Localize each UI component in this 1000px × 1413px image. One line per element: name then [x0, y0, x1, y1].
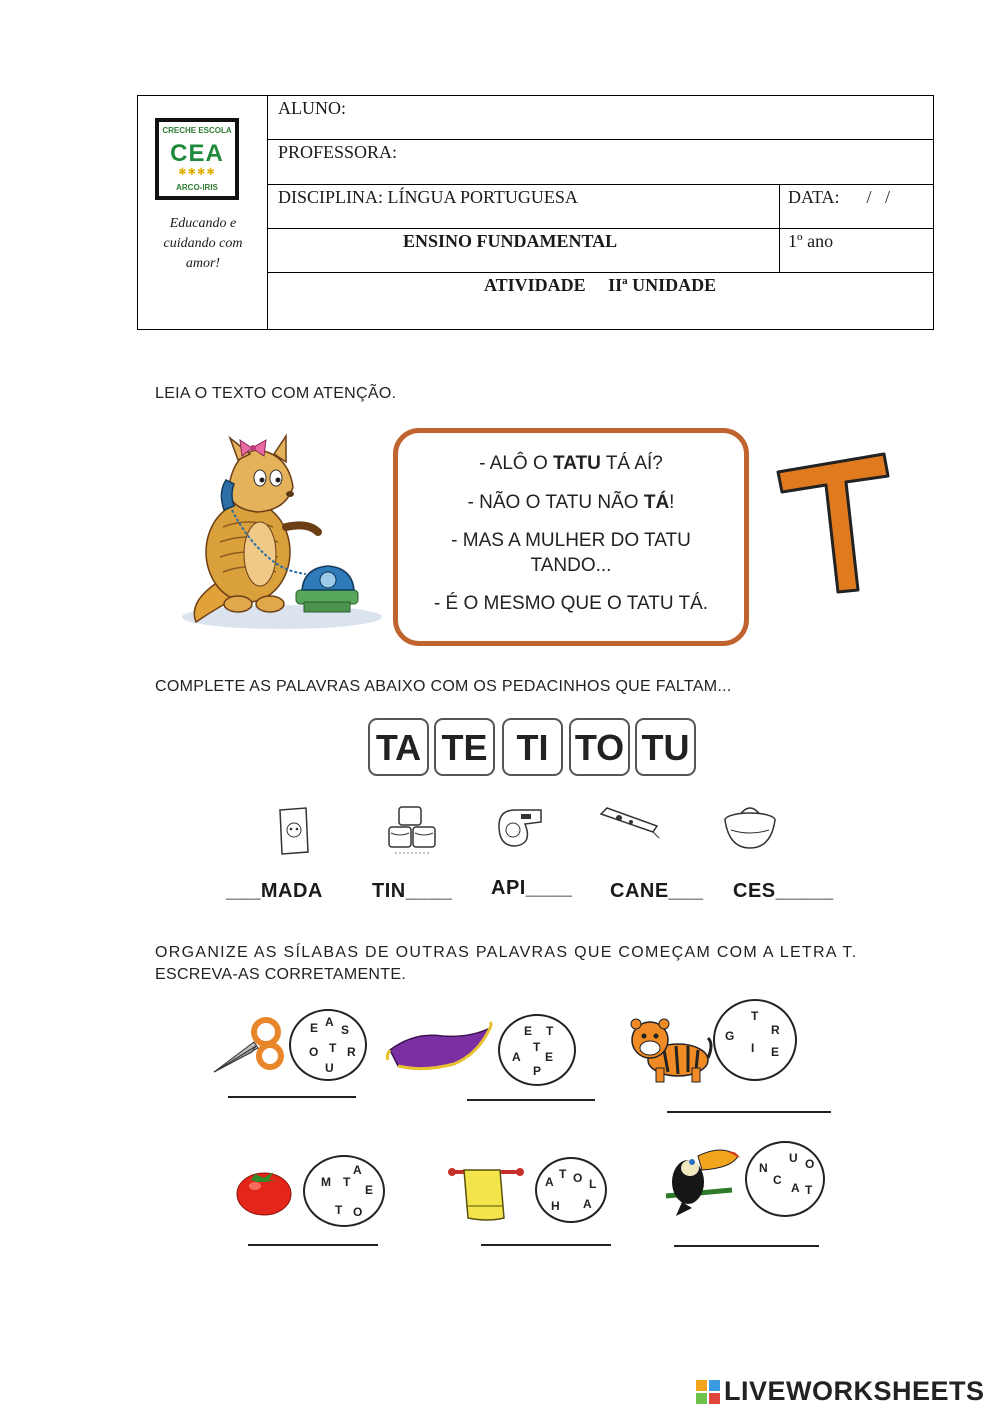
- answer-line[interactable]: [674, 1245, 819, 1247]
- basket-icon: [721, 800, 779, 854]
- speech-text: - É O MESMO QUE O TATU TÁ.: [433, 593, 709, 614]
- scrambled-letter: T: [343, 1175, 351, 1189]
- cell-divider: [779, 185, 780, 228]
- aluno-label: ALUNO:: [278, 98, 346, 118]
- scrambled-letter: A: [791, 1181, 800, 1195]
- logo-main-text: CEA: [170, 140, 224, 167]
- scrambled-letter: I: [751, 1041, 755, 1055]
- letter-circle: [535, 1157, 607, 1223]
- letter-circle: [303, 1155, 385, 1227]
- organize-instruction-line2: ESCREVA-AS CORRETAMENTE.: [155, 966, 407, 983]
- logo-cell: [138, 96, 268, 329]
- speech-text: TÁ AÍ?: [600, 453, 663, 474]
- letter-circle: [745, 1141, 825, 1217]
- scrambled-letter: N: [759, 1161, 768, 1175]
- letter-circle: [713, 999, 797, 1081]
- scrambled-letter: H: [551, 1199, 560, 1213]
- speech-line: [398, 555, 744, 577]
- aluno-row[interactable]: [268, 96, 933, 140]
- letter-circle: [498, 1014, 576, 1086]
- blank-word[interactable]: ___MADA: [226, 880, 323, 902]
- big-letter-t: [774, 450, 894, 598]
- scrambled-letter: G: [725, 1029, 735, 1043]
- reading-instruction: LEIA O TEXTO COM ATENÇÃO.: [155, 385, 397, 402]
- scrambled-letter: T: [546, 1024, 554, 1038]
- scrambled-letter: P: [533, 1064, 542, 1078]
- blank-word[interactable]: CANE___: [610, 880, 704, 902]
- scrambled-letter: E: [310, 1021, 319, 1035]
- scrambled-letter: T: [559, 1167, 567, 1181]
- scrambled-letter: A: [545, 1175, 554, 1189]
- towel-icon: [448, 1160, 524, 1226]
- speech-box: [393, 428, 749, 646]
- liveworksheets-brand[interactable]: LIVEWORKSHEETS: [724, 1376, 985, 1406]
- speech-text: - ALÔ O: [479, 453, 554, 474]
- school-motto: Educando e cuidando com amor!: [163, 216, 243, 271]
- disciplina-label: DISCIPLINA: LÍNGUA PORTUGUESA: [278, 187, 578, 207]
- logo-top-text: CRECHE ESCOLA: [162, 126, 232, 135]
- liveworksheets-logo-icon: [696, 1380, 720, 1404]
- armadillo-phone-illustration: [178, 432, 386, 632]
- scissors-icon: [212, 1014, 286, 1076]
- syllable-to: TO: [569, 718, 630, 776]
- complete-instruction: COMPLETE AS PALAVRAS ABAIXO COM OS PEDACINHOS QUE FALTAM...: [155, 678, 732, 695]
- paint-cans-icon: [385, 803, 439, 859]
- scrambled-letter: A: [512, 1050, 521, 1064]
- scrambled-letter: U: [325, 1061, 334, 1075]
- blank-word[interactable]: TIN____: [372, 880, 453, 902]
- scrambled-letter: O: [353, 1205, 363, 1219]
- speech-text: TANDO...: [530, 555, 612, 576]
- syllable-te: TE: [434, 718, 495, 776]
- scrambled-letter: E: [365, 1183, 374, 1197]
- scrambled-letter: T: [335, 1203, 343, 1217]
- scrambled-letter: L: [589, 1177, 597, 1191]
- ensino-label: ENSINO FUNDAMENTAL: [403, 231, 618, 251]
- atividade-row: [268, 273, 933, 329]
- speech-line: [398, 492, 744, 514]
- syllable-tu: TU: [635, 718, 696, 776]
- syllable-ta: TA: [368, 718, 429, 776]
- blank-word[interactable]: CES_____: [733, 880, 834, 902]
- data-label: DATA: / /: [788, 187, 891, 207]
- answer-line[interactable]: [467, 1099, 595, 1101]
- scrambled-letter: T: [533, 1040, 541, 1054]
- logo-bottom-text: ARCO-IRIS: [176, 183, 218, 192]
- answer-line[interactable]: [481, 1244, 611, 1246]
- ano-label: 1º ano: [788, 231, 834, 251]
- scrambled-letter: T: [329, 1041, 337, 1055]
- scrambled-letter: R: [347, 1045, 356, 1059]
- scrambled-letter: T: [805, 1183, 813, 1197]
- children-icon: ✱✱✱✱: [178, 167, 216, 178]
- cell-divider: [779, 229, 780, 272]
- magic-carpet-icon: [384, 1020, 494, 1078]
- letter-circle: [289, 1009, 367, 1081]
- outlet-icon: [276, 806, 312, 856]
- whistle-icon: [493, 804, 547, 852]
- ensino-row: [268, 229, 933, 273]
- speech-line: [398, 453, 744, 475]
- scrambled-letter: M: [321, 1175, 331, 1189]
- scrambled-letter: E: [545, 1050, 554, 1064]
- scrambled-letter: O: [309, 1045, 319, 1059]
- scrambled-letter: T: [751, 1009, 759, 1023]
- scrambled-letter: A: [325, 1015, 334, 1029]
- scrambled-letter: S: [341, 1023, 350, 1037]
- scrambled-letter: U: [789, 1151, 798, 1165]
- answer-line[interactable]: [228, 1096, 356, 1098]
- professora-row[interactable]: [268, 140, 933, 185]
- tiger-icon: [628, 1014, 714, 1086]
- scrambled-letter: O: [573, 1171, 583, 1185]
- toucan-icon: [662, 1138, 744, 1218]
- atividade-label: ATIVIDADE IIª UNIDADE: [484, 275, 717, 295]
- tomato-icon: [235, 1166, 293, 1216]
- scrambled-letter: O: [805, 1157, 815, 1171]
- disciplina-row: [268, 185, 933, 229]
- header-table: [137, 95, 934, 330]
- scrambled-letter: A: [353, 1163, 362, 1177]
- professora-label: PROFESSORA:: [278, 142, 398, 162]
- scrambled-letter: E: [524, 1024, 533, 1038]
- organize-instruction-line1: ORGANIZE AS SÍLABAS DE OUTRAS PALAVRAS QUE COMEÇAM COM A LETRA T.: [155, 944, 858, 961]
- syllable-ti: TI: [502, 718, 563, 776]
- speech-line: [398, 593, 744, 615]
- speech-bold-text: TATU: [553, 453, 601, 474]
- pen-icon: [597, 806, 661, 842]
- speech-bold-text: TÁ: [643, 492, 670, 513]
- scrambled-letter: A: [583, 1197, 592, 1211]
- speech-text: - NÃO O TATU NÃO: [467, 492, 644, 513]
- answer-line[interactable]: [248, 1244, 378, 1246]
- school-logo: [155, 118, 239, 200]
- speech-line: [398, 530, 744, 552]
- speech-text: !: [669, 492, 675, 513]
- speech-text: - MAS A MULHER DO TATU: [451, 530, 691, 551]
- scrambled-letter: E: [771, 1045, 780, 1059]
- answer-line[interactable]: [667, 1111, 831, 1113]
- blank-word[interactable]: API____: [491, 877, 573, 899]
- scrambled-letter: R: [771, 1023, 780, 1037]
- scrambled-letter: C: [773, 1173, 782, 1187]
